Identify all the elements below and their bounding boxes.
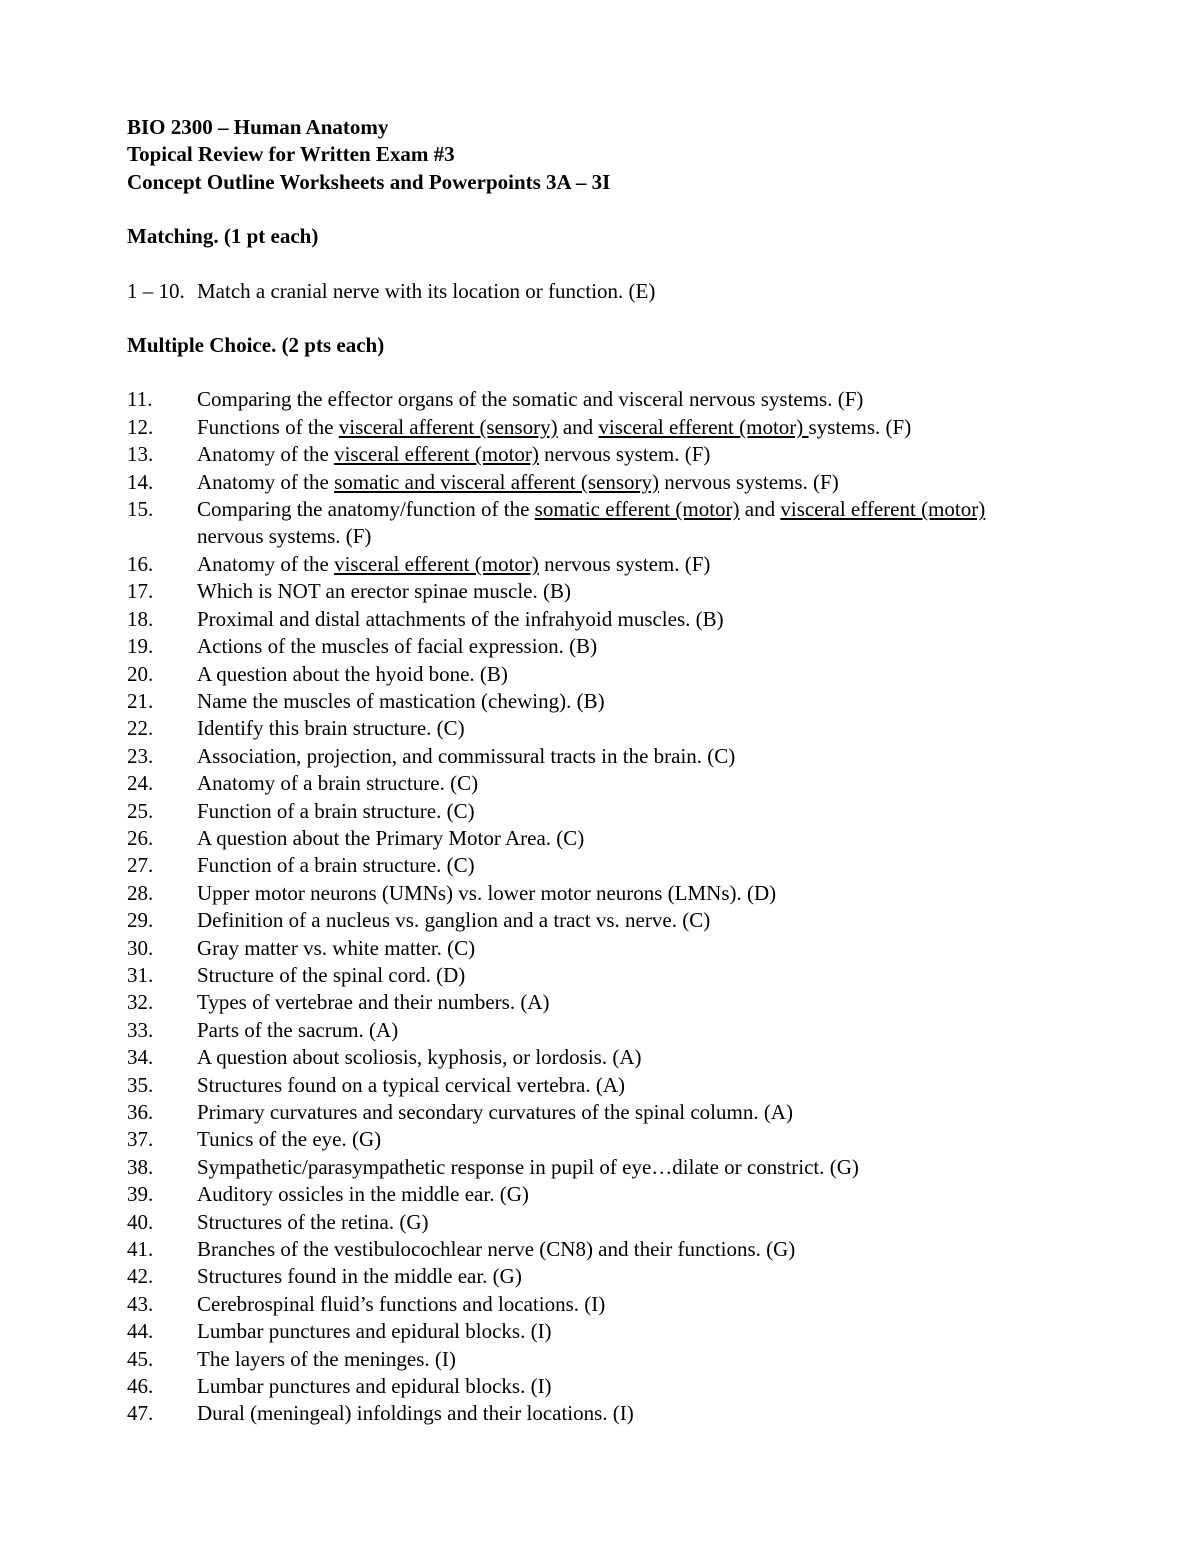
item-text	[197, 1263, 1087, 1290]
item-text-segment: Identify this brain structure. (C)	[197, 716, 465, 741]
question-item	[127, 770, 1087, 797]
question-item	[127, 1291, 1087, 1318]
item-text-segment: Lumbar punctures and epidural blocks. (I)	[197, 1374, 552, 1399]
item-text	[197, 1099, 1087, 1126]
item-number: 35.	[127, 1072, 154, 1097]
item-number: 45.	[127, 1346, 154, 1371]
item-text	[197, 633, 1087, 660]
item-text-segment: Function of a brain structure. (C)	[197, 798, 475, 823]
item-number: 28.	[127, 880, 154, 905]
item-number: 40.	[127, 1209, 154, 1234]
item-text-segment: Proximal and distal attachments of the infrahyoid muscles. (B)	[197, 606, 724, 631]
item-text-segment: Functions of the	[197, 414, 339, 439]
question-item	[127, 880, 1087, 907]
item-text-segment: Comparing the effector organs of the somatic and visceral nervous systems. (F)	[197, 387, 864, 412]
item-text	[197, 852, 1087, 879]
item-text-segment: nervous systems. (F)	[197, 524, 372, 549]
question-item	[127, 1126, 1087, 1153]
item-number: 42.	[127, 1264, 154, 1289]
item-text-segment: Structures found in the middle ear. (G)	[197, 1264, 522, 1289]
item-text-segment: Structures of the retina. (G)	[197, 1209, 429, 1234]
item-text	[197, 1346, 1087, 1373]
question-item	[127, 907, 1087, 934]
item-text	[197, 688, 1087, 715]
item-text-segment: Sympathetic/parasympathetic response in pupil of eye…dilate or constrict. (G)	[197, 1154, 859, 1179]
course-title: BIO 2300 – Human Anatomy	[127, 115, 389, 139]
matching-heading: Matching. (1 pt each)	[127, 224, 319, 249]
item-number: 1 – 10.	[127, 278, 185, 303]
item-number: 16.	[127, 551, 154, 576]
question-item	[127, 743, 1087, 770]
item-number: 39.	[127, 1182, 154, 1207]
item-number: 46.	[127, 1374, 154, 1399]
underlined-term: visceral afferent (sensory)	[338, 414, 558, 439]
item-text-segment: Tunics of the eye. (G)	[197, 1127, 382, 1152]
multiple-choice-list	[127, 386, 1087, 1427]
question-item	[127, 852, 1087, 879]
item-text-segment: Name the muscles of mastication (chewing). (B)	[197, 688, 605, 713]
item-text	[197, 798, 1087, 825]
item-text-segment: Primary curvatures and secondary curvatures of the spinal column. (A)	[197, 1100, 793, 1124]
item-number: 24.	[127, 771, 154, 796]
question-item	[127, 606, 1087, 633]
item-text-segment: and	[557, 414, 599, 439]
item-number: 19.	[127, 634, 154, 659]
item-text: Match a cranial nerve with its location or function. (E)	[197, 278, 656, 303]
item-text	[197, 989, 1087, 1016]
question-item	[127, 661, 1087, 688]
item-text-segment: nervous system. (F)	[538, 551, 711, 576]
question-item	[127, 1044, 1087, 1071]
underlined-term: visceral efferent (motor)	[334, 442, 539, 467]
item-text	[197, 907, 1087, 934]
item-text	[197, 1126, 1087, 1153]
item-number: 15.	[127, 497, 154, 522]
item-number: 29.	[127, 908, 154, 933]
question-item	[127, 1318, 1087, 1345]
question-item	[127, 715, 1087, 742]
question-item	[127, 688, 1087, 715]
underlined-term: visceral efferent (motor)	[780, 497, 986, 522]
item-number: 30.	[127, 935, 154, 960]
item-number: 14.	[127, 469, 154, 494]
item-text-segment: Anatomy of the	[197, 551, 335, 576]
question-item	[127, 469, 1087, 496]
item-number: 37.	[127, 1127, 154, 1152]
item-text-segment: Association, projection, and commissural tracts in the brain. (C)	[197, 743, 736, 768]
question-item	[127, 798, 1087, 825]
question-item	[127, 962, 1087, 989]
underlined-term: visceral efferent (motor)	[598, 414, 809, 439]
document-title: Topical Review for Written Exam #3	[127, 142, 455, 167]
question-item	[127, 496, 1087, 551]
item-number: 23.	[127, 743, 154, 768]
item-text	[197, 1400, 1087, 1427]
question-item	[127, 1017, 1087, 1044]
item-text-segment: Lumbar punctures and epidural blocks. (I)	[197, 1319, 552, 1344]
item-text	[197, 469, 1087, 496]
item-text-segment: nervous systems. (F)	[659, 469, 839, 494]
question-item	[127, 1181, 1087, 1208]
question-item	[127, 1263, 1087, 1290]
item-number: 22.	[127, 716, 154, 741]
question-item	[127, 578, 1087, 605]
question-item	[127, 1400, 1087, 1427]
item-number: 36.	[127, 1100, 154, 1124]
item-text	[197, 743, 1087, 770]
item-number: 12.	[127, 414, 154, 439]
underlined-term: visceral efferent (motor)	[334, 551, 539, 576]
question-item	[127, 1209, 1087, 1236]
underlined-term: somatic efferent (motor)	[534, 497, 740, 522]
question-item	[127, 1154, 1087, 1181]
item-text	[197, 578, 1087, 605]
question-item	[127, 825, 1087, 852]
matching-item	[127, 278, 1087, 305]
underlined-term: somatic and visceral afferent (sensory)	[334, 469, 660, 494]
item-text	[197, 770, 1087, 797]
item-number: 32.	[127, 990, 154, 1015]
item-number: 41.	[127, 1237, 154, 1262]
item-text-segment: Which is NOT an erector spinae muscle. (B)	[197, 579, 571, 604]
item-number: 43.	[127, 1291, 154, 1316]
item-text	[197, 661, 1087, 688]
item-text-segment: nervous system. (F)	[538, 442, 711, 467]
item-text	[197, 551, 1087, 578]
item-text	[197, 1154, 1087, 1181]
item-text-segment: Upper motor neurons (UMNs) vs. lower motor neurons (LMNs). (D)	[197, 880, 777, 905]
item-number: 34.	[127, 1045, 154, 1070]
item-number: 13.	[127, 442, 154, 467]
item-text-segment: A question about the Primary Motor Area. (C)	[197, 825, 585, 850]
item-text	[197, 1181, 1087, 1208]
item-text	[197, 606, 1087, 633]
item-number: 25.	[127, 798, 154, 823]
item-text-segment: Anatomy of the	[197, 469, 335, 494]
item-number: 26.	[127, 825, 154, 850]
item-number: 44.	[127, 1319, 154, 1344]
item-text	[197, 1044, 1087, 1071]
item-text	[197, 1291, 1087, 1318]
item-text	[197, 715, 1087, 742]
item-number: 11.	[127, 387, 153, 412]
question-item	[127, 441, 1087, 468]
item-number: 27.	[127, 853, 154, 878]
question-item	[127, 1346, 1087, 1373]
item-text-segment: Comparing the anatomy/function of the	[197, 497, 535, 522]
document-page	[127, 114, 1087, 1428]
item-text	[197, 1017, 1087, 1044]
question-item	[127, 386, 1087, 413]
item-number: 47.	[127, 1401, 154, 1426]
item-text	[197, 386, 1087, 413]
item-text-segment: Branches of the vestibulocochlear nerve (CN8) and their functions. (G)	[197, 1237, 796, 1262]
item-text-segment: Anatomy of the	[197, 442, 335, 467]
item-text	[197, 1236, 1087, 1263]
item-number: 20.	[127, 661, 154, 686]
question-item	[127, 989, 1087, 1016]
item-number: 21.	[127, 688, 154, 713]
question-item	[127, 1099, 1087, 1126]
multiple-choice-heading: Multiple Choice. (2 pts each)	[127, 333, 385, 358]
item-text-segment: A question about the hyoid bone. (B)	[197, 661, 508, 686]
item-text	[197, 962, 1087, 989]
item-text-segment: Actions of the muscles of facial expression. (B)	[197, 634, 598, 659]
question-item	[127, 414, 1087, 441]
item-text-segment: and	[739, 497, 781, 522]
item-text-segment: Anatomy of a brain structure. (C)	[197, 771, 479, 796]
item-text-segment: systems. (F)	[808, 414, 912, 439]
item-text	[197, 1209, 1087, 1236]
item-number: 38.	[127, 1154, 154, 1179]
item-text	[197, 496, 1022, 551]
question-item	[127, 1373, 1087, 1400]
item-text	[197, 880, 1087, 907]
item-text	[197, 825, 1087, 852]
item-text-segment: Cerebrospinal fluid’s functions and locations. (I)	[197, 1291, 606, 1316]
item-text-segment: Parts of the sacrum. (A)	[197, 1017, 399, 1042]
item-text	[197, 1373, 1087, 1400]
item-text	[197, 441, 1087, 468]
item-text-segment: A question about scoliosis, kyphosis, or lordosis. (A)	[197, 1045, 642, 1070]
item-number: 17.	[127, 579, 154, 604]
item-number: 31.	[127, 962, 154, 987]
item-text-segment: Types of vertebrae and their numbers. (A)	[197, 990, 550, 1015]
question-item	[127, 1072, 1087, 1099]
question-item	[127, 551, 1087, 578]
question-item	[127, 633, 1087, 660]
item-text	[197, 1072, 1087, 1099]
item-text	[197, 935, 1087, 962]
question-item	[127, 935, 1087, 962]
item-text	[197, 1318, 1087, 1345]
item-text-segment: Definition of a nucleus vs. ganglion and a tract vs. nerve. (C)	[197, 908, 711, 933]
item-text-segment: The layers of the meninges. (I)	[197, 1346, 456, 1371]
item-text	[197, 414, 1087, 441]
item-number: 33.	[127, 1017, 154, 1042]
item-number: 18.	[127, 606, 154, 631]
item-text-segment: Auditory ossicles in the middle ear. (G)	[197, 1182, 529, 1207]
item-text-segment: Structure of the spinal cord. (D)	[197, 962, 466, 987]
item-text-segment: Dural (meningeal) infoldings and their locations. (I)	[197, 1401, 634, 1426]
item-text-segment: Function of a brain structure. (C)	[197, 853, 475, 878]
document-subtitle: Concept Outline Worksheets and Powerpoints 3A – 3I	[127, 169, 611, 194]
item-text-segment: Gray matter vs. white matter. (C)	[197, 935, 476, 960]
item-text-segment: Structures found on a typical cervical vertebra. (A)	[197, 1072, 625, 1097]
document-header	[127, 114, 1087, 196]
question-item	[127, 1236, 1087, 1263]
